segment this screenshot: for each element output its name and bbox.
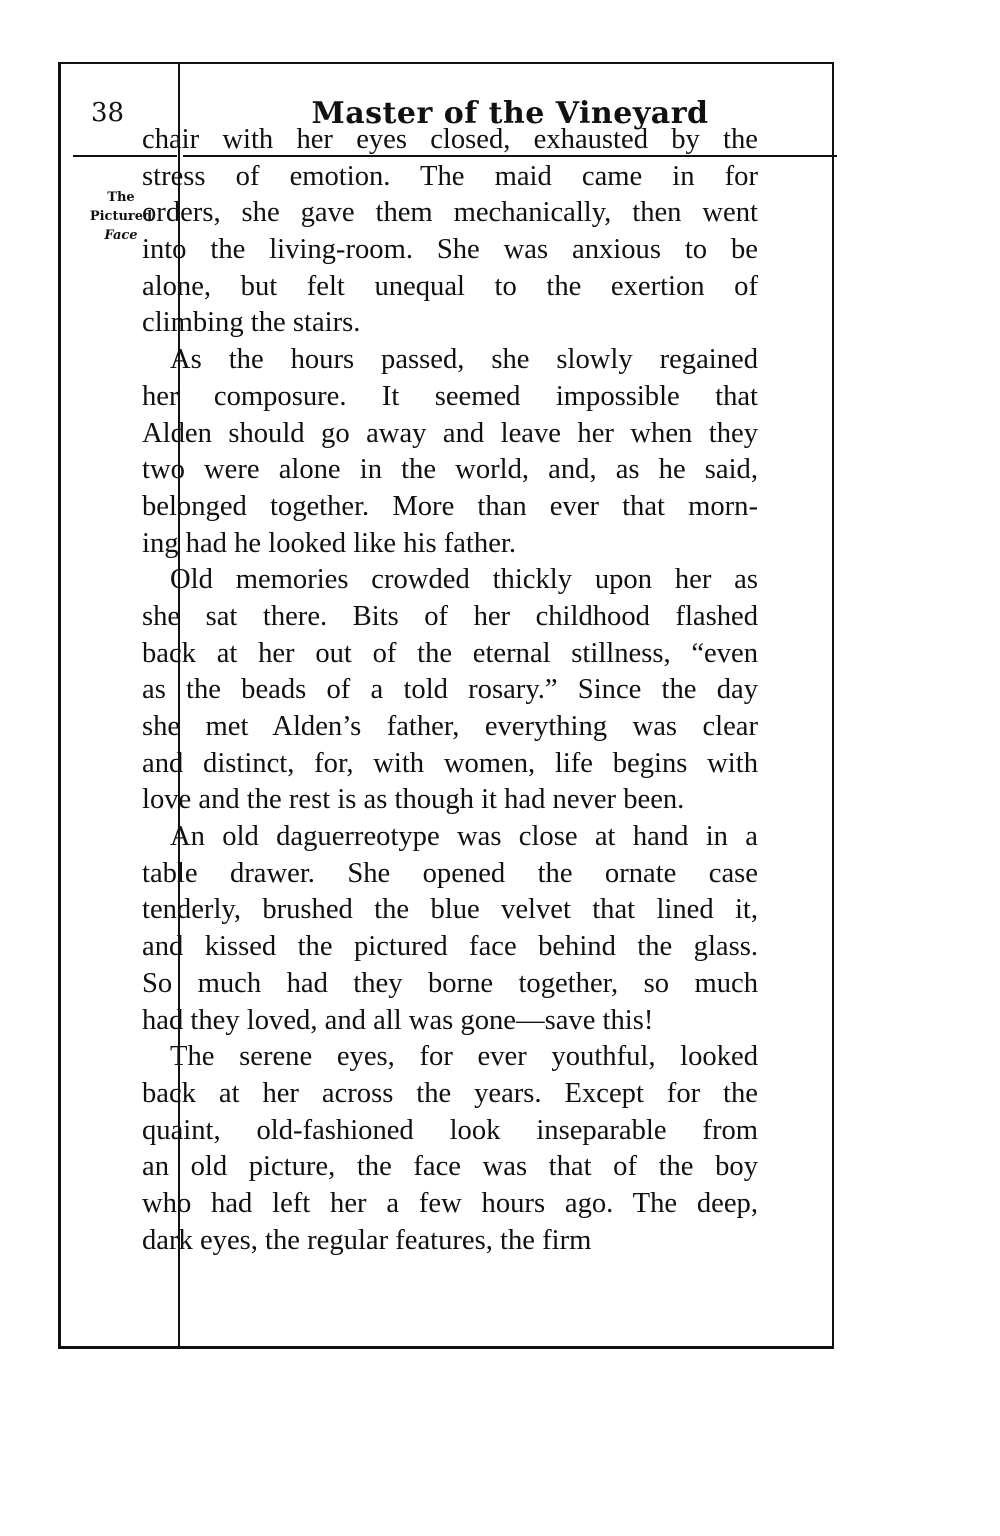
text-line: her composure. It seemed impossible that [142,380,758,412]
paragraph [142,342,758,562]
text-line: The serene eyes, for ever youthful, looked [170,1041,758,1073]
text-line: Alden should go away and leave her when they [142,417,758,449]
text-line: table drawer. She opened the ornate case [142,857,758,889]
text-line: ing had he looked like his father. [142,527,517,559]
paragraph [142,562,758,819]
text-line: and distinct, for, with women, life begins with [142,747,758,779]
text-line: tenderly, brushed the blue velvet that lined it, [142,894,758,926]
text-line: two were alone in the world, and, as he said, [142,454,758,486]
body-text [142,122,758,1259]
text-line: who had left her a few hours ago. The deep, [142,1187,758,1219]
text-line: she sat there. Bits of her childhood flashed [142,600,758,632]
text-line: alone, but felt unequal to the exertion of [142,270,758,302]
text-line: as the beads of a told rosary.” Since the day [142,674,758,706]
text-line: and kissed the pictured face behind the glass. [142,931,758,963]
text-line: So much had they borne together, so much [142,967,758,999]
text-line: an old picture, the face was that of the boy [142,1151,758,1183]
text-line: stress of emotion. The maid came in for [142,160,758,192]
text-line: As the hours passed, she slowly regained [170,344,758,376]
text-line: love and the rest is as though it had never been. [142,784,685,816]
page-number: 38 [91,98,125,128]
text-line: orders, she gave them mechanically, then went [142,197,758,229]
text-line: dark eyes, the regular features, the firm [142,1224,592,1256]
text-line: Old memories crowded thickly upon her as [170,564,758,596]
text-line: climbing the stairs. [142,307,361,339]
text-line: back at her across the years. Except for the [142,1077,758,1109]
paragraph [142,122,758,342]
text-line: she met Alden’s father, everything was clear [142,711,758,742]
side-note-line: Face [104,228,138,243]
text-line: quaint, old-fashioned look inseparable from [142,1114,758,1146]
paragraph [142,1039,758,1259]
side-note-line: Pictured [89,209,153,224]
text-line: An old daguerreotype was close at hand in a [170,821,758,853]
text-line: into the living-room. She was anxious to be [142,234,758,266]
text-line: belonged together. More than ever that morn- [142,490,758,522]
paragraph [142,819,758,1039]
running-head: Master of the Vineyard [311,96,709,131]
side-note-line: The [107,190,135,205]
text-line: back at her out of the eternal stillness, “even [142,637,758,669]
text-line: chair with her eyes closed, exhausted by the [142,124,758,155]
text-line: had they loved, and all was gone—save this! [142,1004,654,1036]
